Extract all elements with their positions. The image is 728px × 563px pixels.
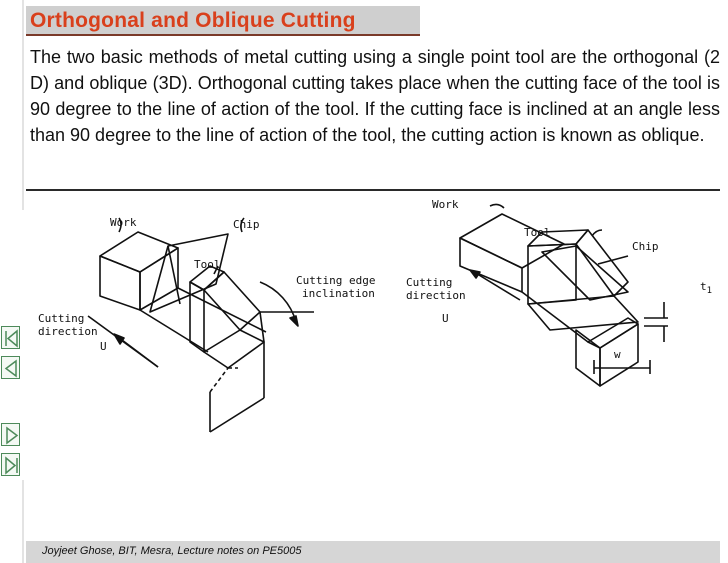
label-inclination: inclination xyxy=(302,287,375,300)
label-chip: Chip xyxy=(233,218,260,231)
title-underline xyxy=(26,34,420,36)
oblique-workpiece xyxy=(460,214,638,386)
label-cutting-edge: Cutting edge xyxy=(296,274,376,287)
orthogonal-direction-shaft xyxy=(88,316,158,367)
footer-credit: Joyjeet Ghose, BIT, Mesra, Lecture notes on PE5005 xyxy=(42,545,302,557)
label-thickness xyxy=(700,280,713,296)
label-oblique-tool: Tool xyxy=(524,226,551,239)
label-oblique-direction: direction xyxy=(406,289,466,302)
label-work: Work xyxy=(110,216,137,229)
footer-bar xyxy=(26,541,720,563)
cutting-diagram-drawing xyxy=(28,192,718,477)
last-slide-icon[interactable] xyxy=(1,453,20,476)
oblique-tool xyxy=(528,230,638,330)
label-oblique-cutting: Cutting xyxy=(406,276,453,289)
label-width: w xyxy=(614,348,621,361)
previous-slide-icon[interactable] xyxy=(1,356,20,379)
label-tool: Tool xyxy=(194,258,221,271)
label-cutting-direction-1: Cutting xyxy=(38,312,85,325)
label-thickness-sub: 1 xyxy=(706,286,713,296)
next-slide-icon[interactable] xyxy=(1,423,20,446)
left-margin-rule-bottom xyxy=(22,480,24,563)
oblique-direction-arrow xyxy=(470,270,480,278)
label-cutting-direction-2: direction xyxy=(38,325,98,338)
label-oblique-work: Work xyxy=(432,198,459,211)
label-oblique-chip: Chip xyxy=(632,240,659,253)
inclination-arc xyxy=(260,282,296,322)
first-slide-icon[interactable] xyxy=(1,326,20,349)
orthogonal-chip xyxy=(150,234,228,312)
label-velocity-left: U xyxy=(100,340,107,353)
cutting-diagram xyxy=(28,192,718,477)
label-velocity-right: U xyxy=(442,312,449,325)
oblique-chip xyxy=(542,246,628,300)
body-paragraph: The two basic methods of metal cutting using a single point tool are the orthogonal (2 D) and oblique (3D). Orthogonal cutting takes place when the cutting face of the tool is 90 degree to the line of action of the tool. If the cutting face is inclined at an angle less than 90 degree to the line of action of the tool, the cutting action is known as oblique. xyxy=(30,47,720,145)
inclination-arrow-head xyxy=(290,316,298,326)
section-divider xyxy=(26,189,720,191)
title-bar xyxy=(26,6,420,36)
oblique-tool-leader xyxy=(592,230,602,236)
oblique-work-leader xyxy=(490,204,504,208)
slide-title: Orthogonal and Oblique Cutting xyxy=(30,9,356,32)
left-margin-rule-top xyxy=(22,0,24,210)
label-thickness-t: t xyxy=(700,280,707,293)
oblique-direction-line xyxy=(474,272,520,300)
